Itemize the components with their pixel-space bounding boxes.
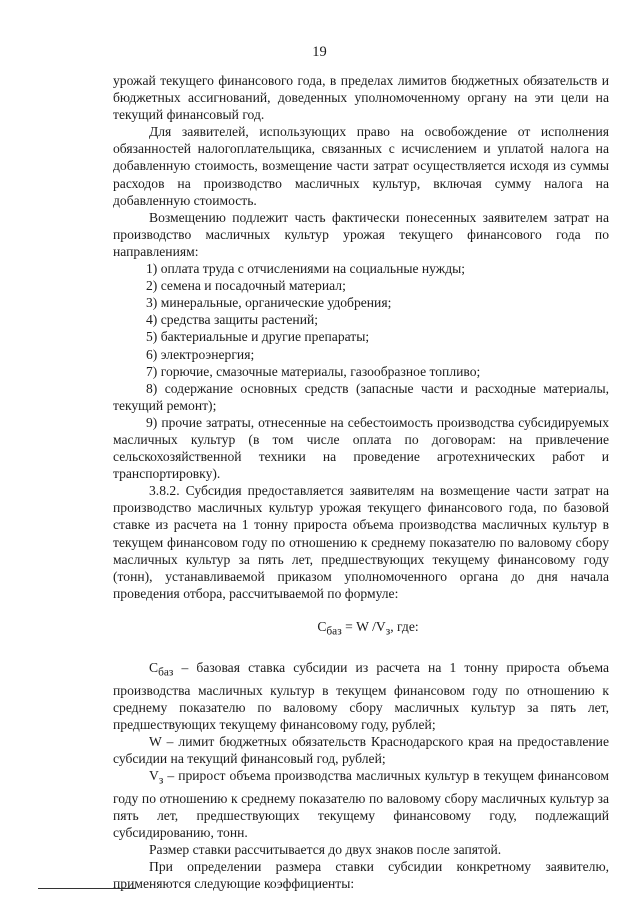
paragraph-section-3-8-2: 3.8.2. Субсидия предоставляется заявителям на возмещение части затрат на производство масличных культур урожая текущего финансового года, по базовой ставке из расчета на 1 тонну прироста объема производства масличных культур в текущем финансовом году по отношению к среднему показателю по валовому сбору масличных культур за пять лет, предшествующих текущему финансовому году (тонн), устанавливаемой приказом уполномоченного органа до дня начала проведения отбора, рассчитываемой по формуле: [113, 483, 609, 601]
list-item: 2) семена и посадочный материал; [146, 278, 346, 294]
formula-lhs: С [317, 618, 327, 634]
list-item: 3) минеральные, органические удобрения; [146, 295, 392, 311]
definition-c-text: – базовая ставка субсидии из расчета на 1 тонну прироста объема производства масличных культур в текущем финансовом году по отношению к среднему показателю по валовому сбору масличных культур за пять лет, предшествующих текущему финансовому году, рублей; [113, 659, 609, 732]
definition-base-rate [113, 659, 609, 733]
definition-c-symbol: С [149, 659, 159, 675]
definition-c-subscript: баз [158, 666, 174, 679]
cost-directions-list [113, 260, 609, 482]
list-item: 5) бактериальные и другие препараты; [146, 329, 370, 345]
list-item: 4) средства защиты растений; [146, 312, 319, 328]
formula-middle: = W /V [341, 618, 386, 634]
document-body [113, 72, 609, 892]
definition-budget-limit: W – лимит бюджетных обязательств Краснодарского края на предоставление субсидии на текущий финансовый год, рублей; [113, 733, 609, 766]
paragraph-cost-reimbursement: Возмещению подлежит часть фактически понесенных заявителем затрат на производство масличных культур урожая текущего финансового года по направлениям: [113, 209, 609, 259]
list-item: 9) прочие затраты, отнесенные на себестоимость производства субсидируемых масличных культур (в том числе оплата по договорам: на привлечение сельскохозяйственной техники на проведение агротехнических работ и транспортировку). [113, 414, 609, 482]
page-number: 19 [312, 44, 327, 60]
list-item: 7) горючие, смазочные материалы, газообразное топливо; [146, 363, 481, 379]
footnote-divider [38, 888, 136, 889]
formula-tail: , где: [390, 618, 419, 634]
paragraph-coefficients: При определении размера ставки субсидии конкретному заявителю, применяются следующие коэффициенты: [113, 859, 609, 892]
paragraph-budget-limits: урожай текущего финансового года, в пределах лимитов бюджетных обязательств и бюджетных ассигнований, доведенных уполномоченному органу на эти цели на текущий финансовый год. [113, 73, 609, 123]
subsidy-rate-formula [113, 618, 609, 641]
list-item: 1) оплата труда с отчислениями на социальные нужды; [146, 261, 466, 277]
definition-v-symbol: V [149, 768, 159, 783]
definition-v-subscript: з [158, 774, 164, 787]
list-item: 8) содержание основных средств (запасные части и расходные материалы, текущий ремонт); [113, 380, 609, 413]
formula-lhs-subscript: баз [326, 625, 342, 638]
list-item: 6) электроэнергия; [146, 346, 255, 362]
formula-v-subscript: з [385, 625, 391, 638]
paragraph-vat-exemption: Для заявителей, использующих право на освобождение от исполнения обязанностей налогоплательщика, связанных с исчислением и уплатой налога на добавленную стоимость, возмещение части затрат осуществляется исходя из суммы расходов на производство масличных культур, включая сумму налога на добавленную стоимость. [113, 124, 609, 208]
definition-v-text: – прирост объема производства масличных культур в текущем финансовом году по отношению к среднему показателю по валовому сбору масличных культур за пять лет, предшествующих текущему финансовому году, подлежащий субсидированию, тонн. [113, 768, 609, 840]
definition-volume-growth [113, 767, 609, 841]
paragraph-rate-precision: Размер ставки рассчитывается до двух знаков после запятой. [149, 842, 502, 858]
